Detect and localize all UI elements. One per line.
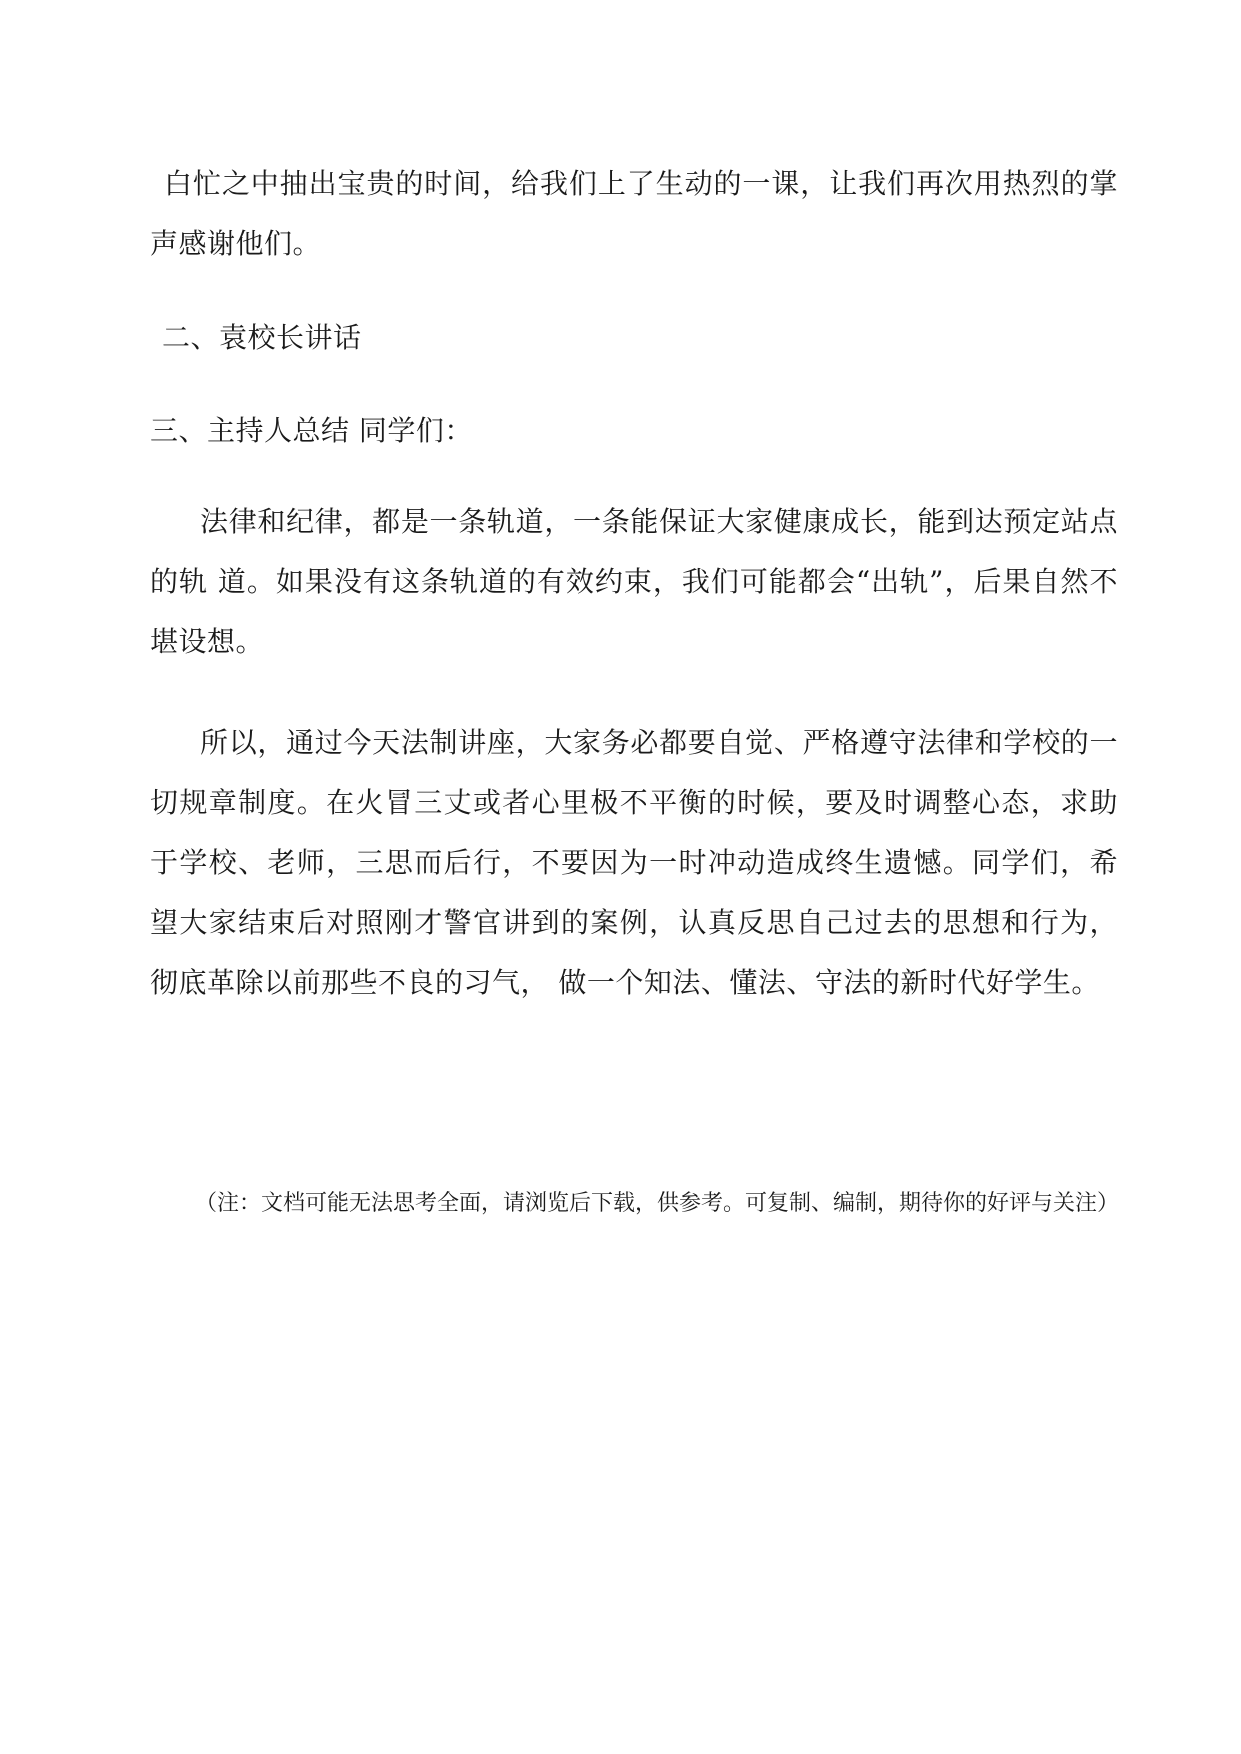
footer-note: （注：文档可能无法思考全面，请浏览后下载，供参考。可复制、编制，期待你的好评与关注） xyxy=(195,1191,1120,1216)
paragraph-conclusion: 所以，通过今天法制讲座，大家务必都要自觉、严格遵守法律和学校的一切规章制度。在火冒三丈或者心里极不平衡的时候，要及时调整心态，求助于学校、老师，三思而后行，不要因为一时冲动造成终生遗憾。同学们，希望大家结束后对照刚才警官讲到的案例，认真反思自己过去的思想和行为，彻底革除以前那些不良的习气， 做一个知法、懂法、守法的新时代好学生。 xyxy=(150,726,1118,999)
paragraph-thanks xyxy=(150,154,1118,274)
heading-principal-speech: 二、袁校长讲话 xyxy=(162,321,362,354)
heading-host-summary: 三、主持人总结 同学们： xyxy=(150,414,473,447)
paragraph-law: 法律和纪律，都是一条轨道，一条能保证大家健康成长，能到达预定站点的轨 道。如果没有这条轨道的有效约束，我们可能都会“出轨”，后果自然不堪设想。 xyxy=(150,505,1118,658)
paragraph-thanks-text: 白忙之中抽出宝贵的时间，给我们上了生动的一课，让我们再次用热烈的掌声感谢他们。 xyxy=(150,167,1118,260)
